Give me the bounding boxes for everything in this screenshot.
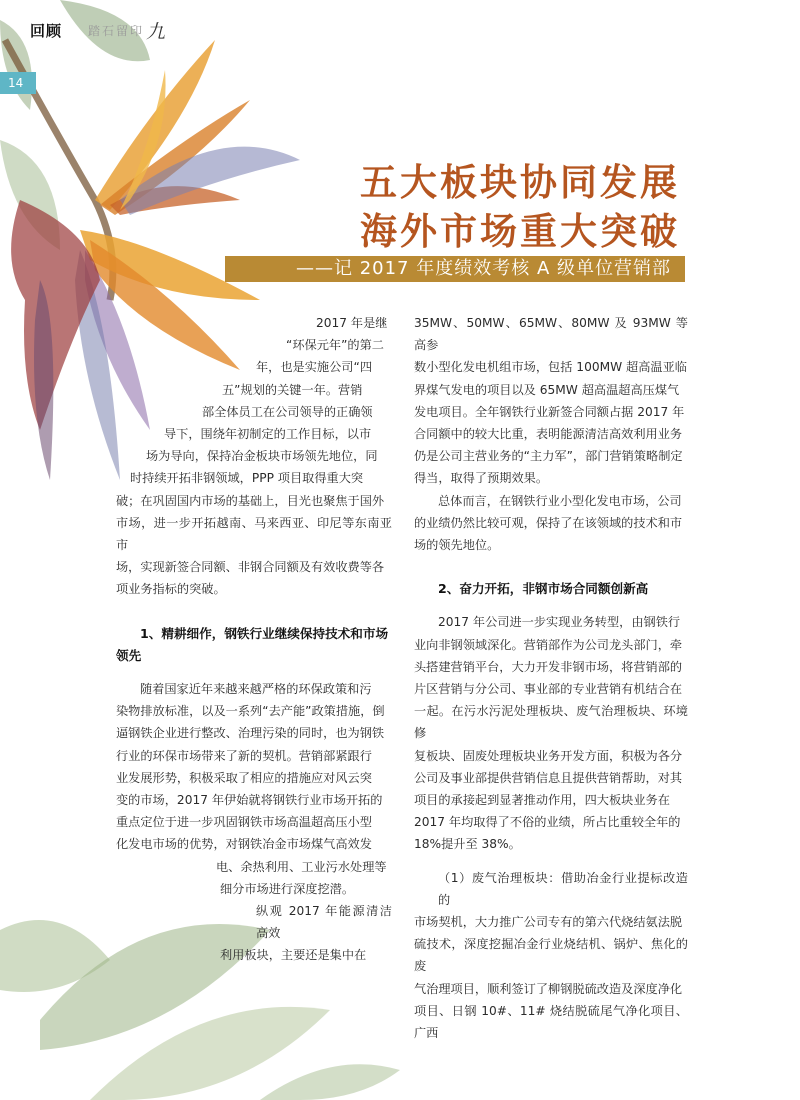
article-title-line1: 五大板块协同发展 — [360, 161, 680, 204]
text-line: 时持续开拓非钢领域，PPP 项目取得重大突 — [130, 471, 364, 486]
text-line: 重点定位于进一步巩固钢铁市场高温超高压小型 — [116, 815, 372, 830]
text-line: 随着国家近年来越来越严格的环保政策和污 — [140, 682, 372, 697]
text-line: 气治理项目，顺利签订了柳钢脱硫改造及深度净化 — [414, 981, 683, 996]
text-line: 市场，进一步开拓越南、马来西亚、印尼等东南亚市 — [116, 515, 392, 553]
text-line: 场的领先地位。 — [414, 538, 500, 553]
text-line: 硫技术，深度挖掘冶金行业烧结机、锅炉、焦化的废 — [414, 937, 688, 974]
text-line: 总体而言，在钢铁行业小型化发电市场，公司 — [438, 493, 682, 508]
text-line: 界煤气发电的项目以及 65MW 超高温超高压煤气 — [414, 382, 680, 397]
text-line: （1）废气治理板块：借助冶金行业提标改造的 — [438, 870, 688, 907]
text-line: 片区营销与分公司、事业部的专业营销有机结合在 — [414, 682, 683, 697]
text-line: 市场契机，大力推广公司专有的第六代烧结氨法脱 — [414, 915, 683, 930]
text-line: 纵观 2017 年能源清洁高效 — [256, 904, 392, 941]
leaf-shape — [260, 1064, 400, 1100]
text-line: 导下，围绕年初制定的工作目标，以市 — [164, 427, 372, 442]
text-line: 业向非钢领域深化。营销部作为公司龙头部门，牵 — [414, 637, 683, 652]
text-line: 染物排放标准，以及一系列“去产能”政策措施，倒 — [116, 704, 385, 719]
text-line: 业发展形势，积极采取了相应的措施应对风云突 — [116, 770, 372, 785]
text-line: 五”规划的关键一年。营销 — [222, 382, 363, 397]
text-line: 场为导向，保持冶金板块市场领先地位，同 — [146, 449, 378, 464]
text-line: 头搭建营销平台，大力开发非钢市场，将营销部的 — [414, 659, 683, 674]
text-line: 项目的承接起到显著推动作用，四大板块业务在 — [414, 793, 670, 808]
page-number: 14 — [0, 72, 36, 94]
text-line: 场，实现新签合同额、非钢合同额及有效收费等各 — [116, 560, 385, 575]
section-heading: 1、精耕细作，钢铁行业继续保持技术和市场 — [140, 625, 389, 641]
text-line: 2017 年是继 — [316, 316, 388, 330]
text-line: 复板块、固废处理板块业务开发方面，积极为各分 — [414, 748, 683, 763]
text-line: 变的市场，2017 年伊始就将钢铁行业市场开拓的 — [116, 793, 383, 808]
text-line: 利用板块，主要还是集中在 — [220, 948, 367, 963]
text-line: 公司及事业部提供营销信息且提供营销帮助，对其 — [414, 770, 683, 785]
text-line: 破；在巩固国内市场的基础上，目光也聚焦于国外 — [116, 493, 385, 508]
text-line: 的业绩仍然比较可观，保持了在该领域的技术和市 — [414, 515, 683, 530]
text-line: 2017 年公司进一步实现业务转型，由钢铁行 — [438, 615, 681, 630]
text-line: 仍是公司主营业务的“主力军”，部门营销策略制定 — [414, 449, 683, 464]
text-line: 年，也是实施公司“四 — [256, 360, 373, 375]
text-line: 细分市场进行深度挖潜。 — [220, 881, 355, 896]
text-line: 得当，取得了预期效果。 — [414, 471, 549, 486]
text-line: 电、余热利用、工业污水处理等 — [216, 859, 387, 874]
section-heading: 2、奋力开拓，非钢市场合同额创新高 — [438, 581, 649, 597]
text-line: “环保元年”的第二 — [286, 338, 384, 353]
text-line: 行业的环保市场带来了新的契机。营销部紧跟行 — [116, 748, 372, 763]
section-label: 回顾 — [30, 22, 63, 40]
text-line: 项目、日钢 10#、11# 烧结脱硫尾气净化项目、广西 — [414, 1003, 688, 1041]
text-line: 合同额中的较大比重，表明能源清洁高效利用业务 — [414, 427, 683, 442]
article-subtitle: ——记 2017 年度绩效考核 A 级单位营销部 — [225, 256, 685, 282]
right-column — [414, 312, 688, 1044]
article-title-line2: 海外市场重大突破 — [360, 210, 680, 253]
section-heading: 领先 — [116, 647, 142, 663]
brand-logo: 九 — [146, 21, 166, 43]
text-line: 2017 年均取得了不俗的业绩，所占比重较全年的 — [414, 815, 681, 830]
text-line: 35MW、50MW、65MW、80MW 及 93MW 等高参 — [414, 316, 688, 353]
text-line: 数小型化发电机组市场，包括 100MW 超高温亚临 — [414, 360, 687, 375]
left-column — [116, 312, 392, 967]
text-line: 项业务指标的突破。 — [116, 582, 226, 597]
text-line: 部全体员工在公司领导的正确领 — [202, 404, 373, 419]
text-line: 逼钢铁企业进行整改、治理污染的同时，也为钢铁 — [116, 726, 385, 741]
text-line: 一起。在污水污泥处理板块、废气治理板块、环境修 — [414, 704, 688, 741]
text-line: 发电项目。全年钢铁行业新签合同额占据 2017 年 — [414, 404, 685, 419]
text-line: 18%提升至 38%。 — [414, 837, 521, 852]
text-line: 化发电市场的优势，对钢铁冶金市场煤气高效发 — [116, 837, 372, 852]
section-subtitle: 踏石留印 — [88, 24, 145, 38]
